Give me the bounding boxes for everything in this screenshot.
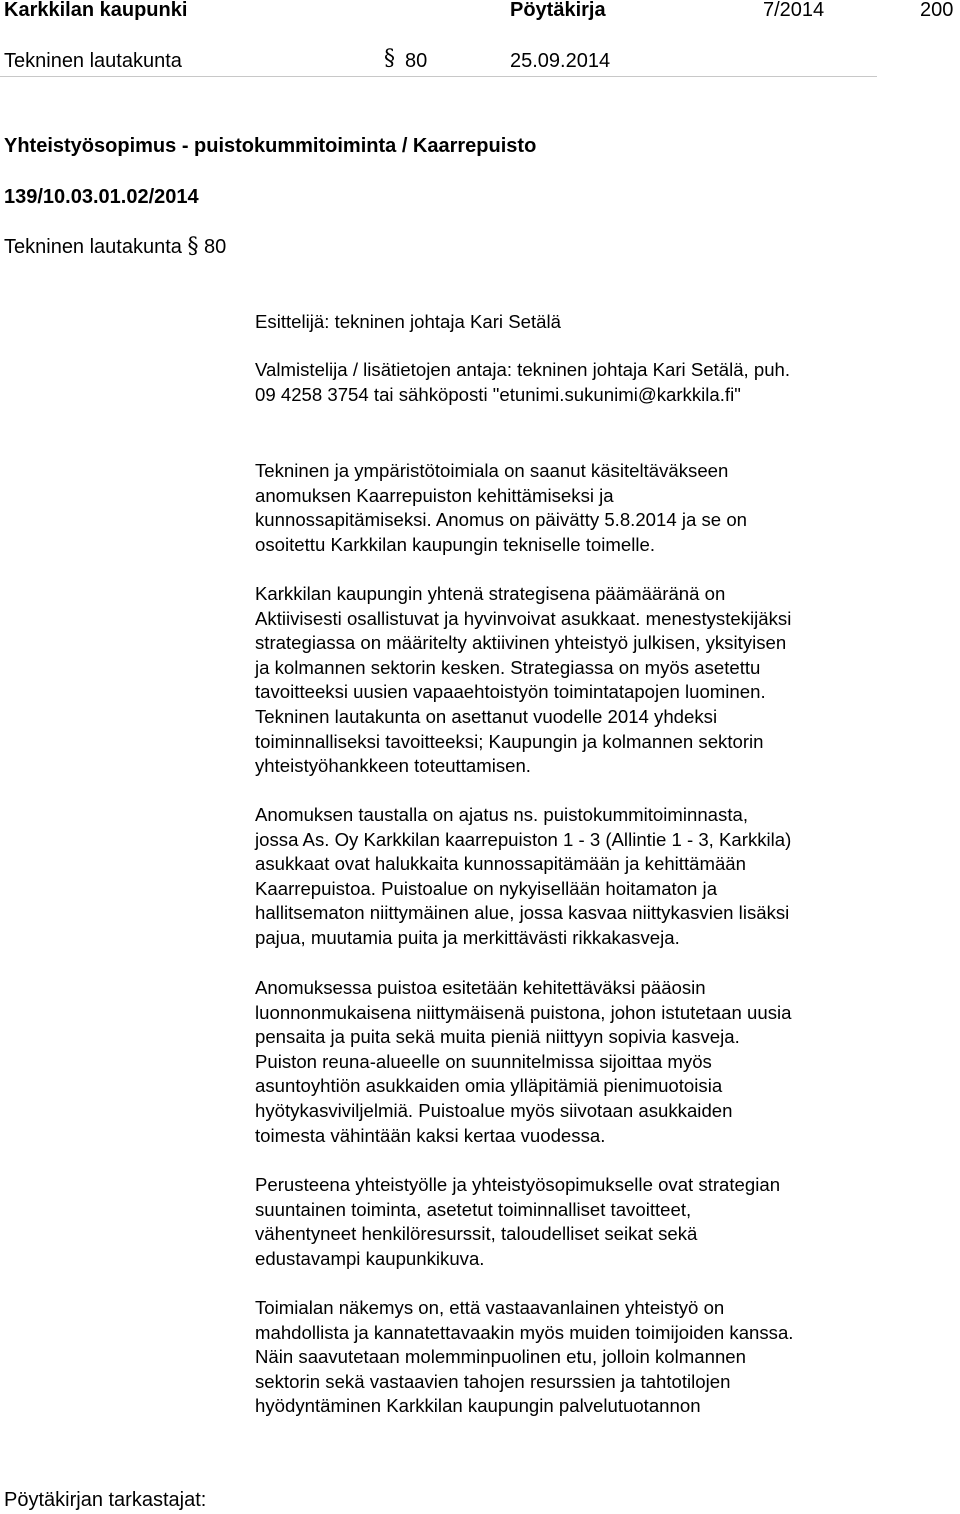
text-line: pajua, muutamia puita ja merkittävästi rikkakasveja. bbox=[255, 926, 680, 948]
text-line: Kaarrepuistoa. Puistoalue on nykyisellään hoitamaton ja bbox=[255, 877, 718, 899]
text-line: Anomuksen taustalla on ajatus ns. puistokummitoiminnasta, bbox=[255, 804, 748, 825]
text-line: Tekninen ja ympäristötoimiala on saanut käsiteltäväkseen bbox=[255, 460, 729, 481]
case-reference: 139/10.03.01.02/2014 bbox=[4, 186, 199, 208]
municipality-name: Karkkilan kaupunki bbox=[4, 0, 188, 21]
text-line: ja kolmannen sektorin kesken. Strategiassa on myös asetettu bbox=[255, 656, 761, 678]
paragraph-view bbox=[255, 1296, 895, 1419]
paragraph-application bbox=[255, 459, 895, 557]
text-line: hyötykasviviljelmiä. Puistoalue myös siivotaan asukkaiden bbox=[255, 1099, 733, 1121]
text-line: Puiston reuna-alueelle on suunnitelmissa sijoittaa myös bbox=[255, 1050, 712, 1072]
header-section-number: 80 bbox=[405, 50, 428, 72]
text-line: luonnonmukaisena niittymäisenä puistona, johon istutetaan uusia bbox=[255, 1001, 792, 1023]
paragraph-proposal bbox=[255, 976, 895, 1148]
text-line: kunnossapitämiseksi. Anomus on päivätty 5.8.2014 ja se on bbox=[255, 509, 747, 531]
paragraph-grounds bbox=[255, 1173, 895, 1271]
text-line: Toimialan näkemys on, että vastaavanlainen yhteistyö on bbox=[255, 1297, 725, 1318]
paragraph-strategy bbox=[255, 582, 895, 779]
document-number: 7/2014 bbox=[763, 0, 825, 21]
minutes-reviewers-label: Pöytäkirjan tarkastajat: bbox=[4, 1489, 207, 1511]
text-line: toiminnalliseksi tavoitteeksi; Kaupungin ja kolmannen sektorin bbox=[255, 730, 764, 752]
header-divider bbox=[0, 76, 877, 77]
text-line: osoitettu Karkkilan kaupungin tekniselle toimelle. bbox=[255, 533, 655, 555]
text-line: Perusteena yhteistyölle ja yhteistyösopimukselle ovat strategian bbox=[255, 1174, 781, 1195]
text-line: strategiassa on määritelty aktiivinen yhteistyö julkisen, yksityisen bbox=[255, 632, 787, 654]
board-name: Tekninen lautakunta bbox=[4, 236, 182, 258]
text-line: Anomuksessa puistoa esitetään kehitettäväksi pääosin bbox=[255, 977, 706, 998]
text-line: toimesta vähintään kaksi kertaa vuodessa. bbox=[255, 1124, 606, 1146]
document-type: Pöytäkirja bbox=[510, 0, 606, 21]
section-symbol: § bbox=[384, 46, 395, 71]
text-line: vähentyneet henkilöresurssit, taloudelliset seikat sekä bbox=[255, 1223, 698, 1245]
text-line: asukkaat ovat halukkaita kunnossapitämään ja kehittämään bbox=[255, 853, 746, 875]
preparer-info bbox=[255, 358, 895, 407]
text-line: mahdollista ja kannatettavaakin myös muiden toimijoiden kanssa. bbox=[255, 1321, 794, 1343]
presenter bbox=[255, 310, 895, 335]
text-line: hallitsematon niittymäinen alue, jossa kasvaa niittykasvien lisäksi bbox=[255, 902, 790, 924]
text-line: Tekninen lautakunta on asettanut vuodelle 2014 yhdeksi bbox=[255, 705, 718, 727]
preparer-line: Valmistelija / lisätietojen antaja: tekninen johtaja Kari Setälä, puh. bbox=[255, 359, 791, 380]
text-line: jossa As. Oy Karkkilan kaarrepuiston 1 - 3 (Allintie 1 - 3, Karkkila) bbox=[255, 828, 792, 850]
text-line: suuntainen toiminta, asetetut toiminnalliset tavoitteet, bbox=[255, 1198, 692, 1220]
text-line: anomuksen Kaarrepuiston kehittämiseksi ja bbox=[255, 484, 614, 506]
text-line: tavoitteeksi uusien vapaaehtoistyön toimintatapojen luominen. bbox=[255, 681, 766, 703]
text-line: sektorin sekä vastaavien tahojen resurssien ja tahtotilojen bbox=[255, 1370, 731, 1392]
text-line: asuntoyhtiön asukkaiden omia ylläpitämiä pienimuotoisia bbox=[255, 1075, 723, 1097]
text-line: Aktiivisesti osallistuvat ja hyvinvoivat asukkaat. menestystekijäksi bbox=[255, 607, 792, 629]
paragraph-background bbox=[255, 803, 895, 951]
text-line: Näin saavutetaan molemminpuolinen etu, jolloin kolmannen bbox=[255, 1346, 746, 1368]
text-line: yhteistyöhankkeen toteuttamisen. bbox=[255, 755, 531, 777]
text-line: pensaita ja puita sekä muita pieniä niittyyn sopivia kasveja. bbox=[255, 1026, 740, 1048]
text-line: Karkkilan kaupungin yhtenä strategisena päämääränä on bbox=[255, 583, 726, 604]
header-board: Tekninen lautakunta bbox=[4, 50, 182, 72]
preparer-line: 09 4258 3754 tai sähköposti "etunimi.sukunimi@karkkila.fi" bbox=[255, 383, 741, 405]
page-title: Yhteistyösopimus - puistokummitoiminta / Kaarrepuisto bbox=[4, 135, 537, 157]
text-line: edustavampi kaupunkikuva. bbox=[255, 1247, 485, 1269]
text-line: hyödyntäminen Karkkilan kaupungin palvelutuotannon bbox=[255, 1395, 701, 1417]
presenter-line: Esittelijä: tekninen johtaja Kari Setälä bbox=[255, 311, 561, 332]
header-date: 25.09.2014 bbox=[510, 50, 611, 72]
page-number: 200 bbox=[920, 0, 954, 21]
board-line bbox=[4, 234, 226, 260]
section-symbol: § bbox=[187, 234, 199, 259]
section-number: 80 bbox=[204, 236, 227, 258]
